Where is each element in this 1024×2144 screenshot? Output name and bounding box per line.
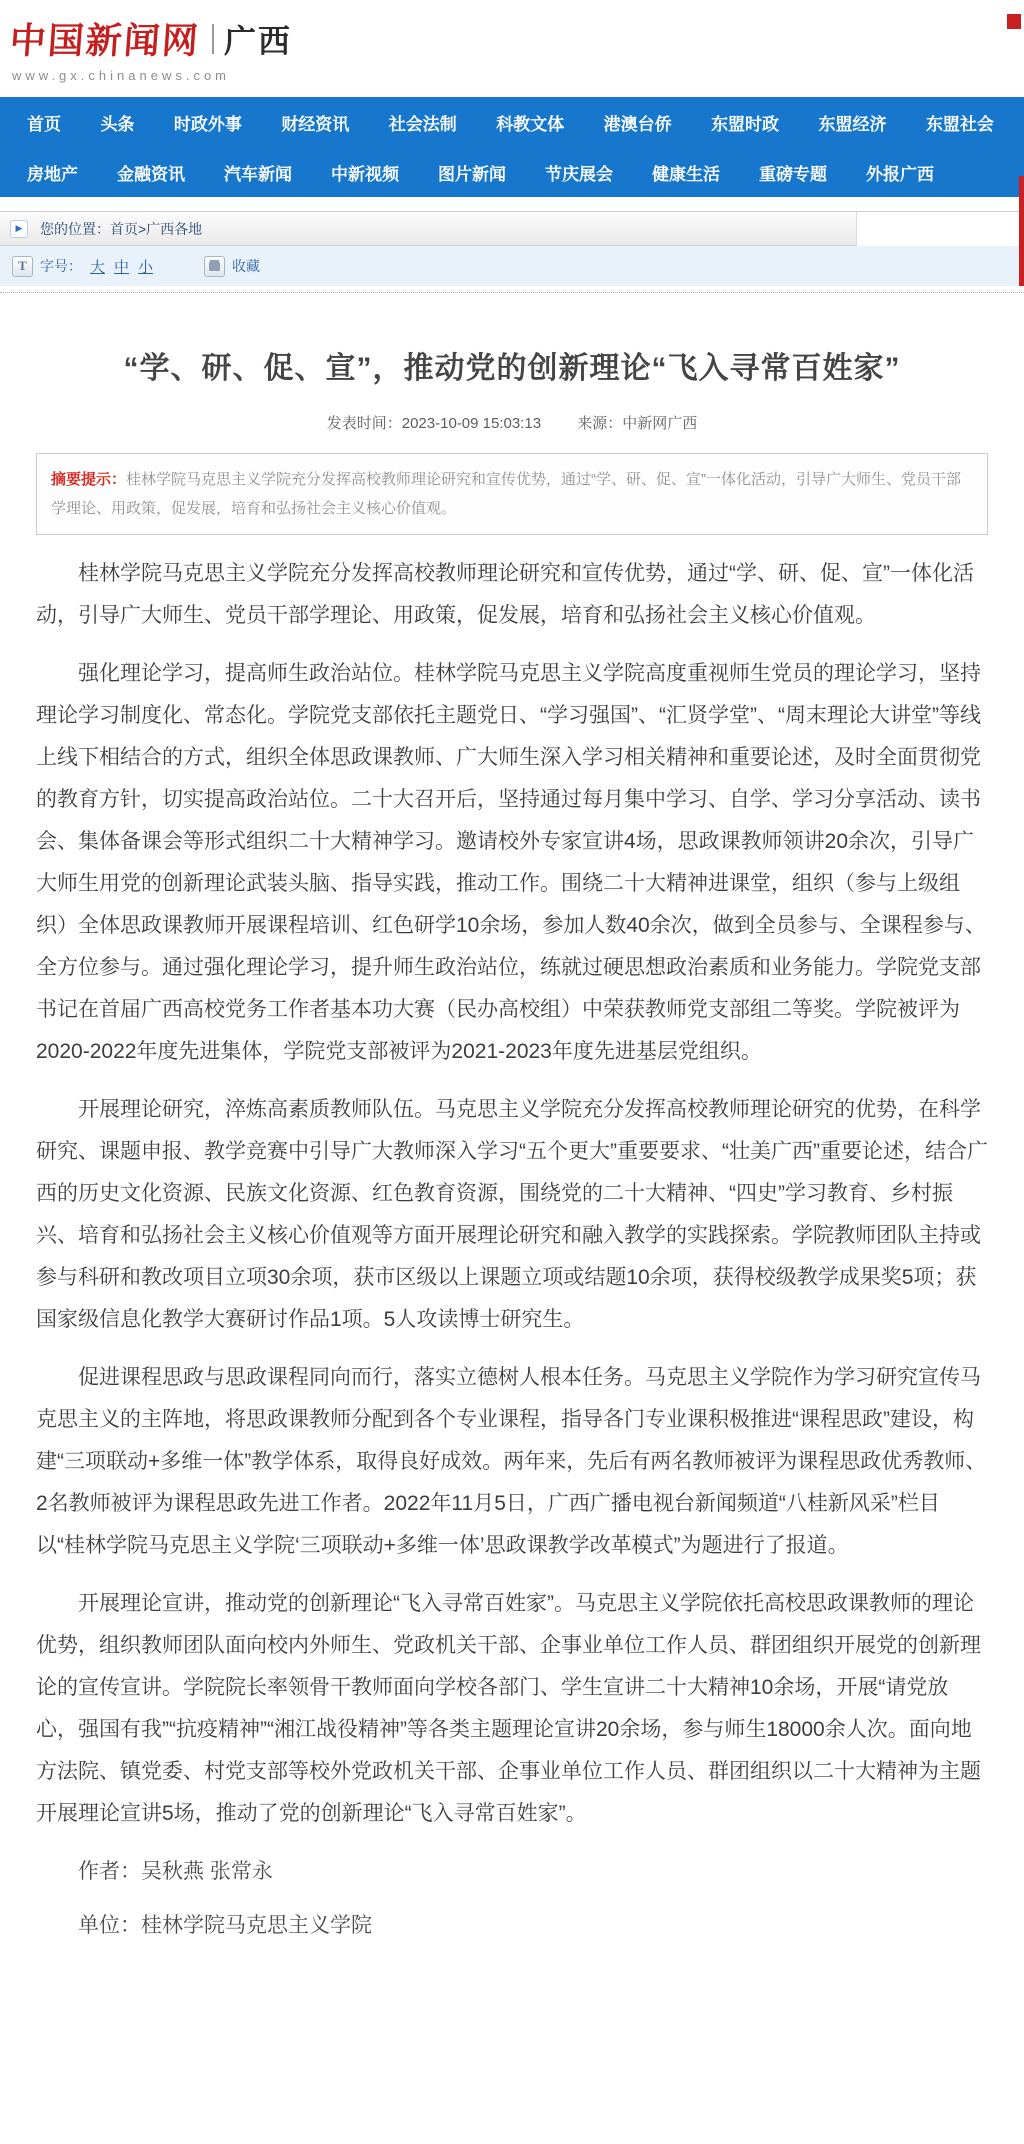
favorite-wrap (204, 256, 260, 277)
nav-item[interactable]: 东盟时政 (711, 114, 780, 134)
font-size-label: 字号： (40, 258, 82, 274)
breadcrumb-label: 您的位置： (40, 220, 110, 237)
nav-item[interactable]: 财经资讯 (281, 114, 350, 134)
author-line (36, 1851, 988, 1893)
nav-item[interactable]: 外报广西 (866, 164, 934, 184)
nav-row-2 (0, 147, 1024, 197)
font-medium-button[interactable]: 中 (114, 258, 130, 276)
nav-item[interactable]: 社会法制 (388, 114, 457, 134)
nav-item[interactable]: 港澳台侨 (603, 114, 672, 134)
nav-item[interactable]: 金融资讯 (117, 164, 185, 184)
publish-time-label: 发表时间： (326, 414, 402, 432)
nav-item[interactable]: 房地产 (27, 164, 78, 184)
unit-label: 单位： (78, 1914, 141, 1937)
font-size-icon: T (12, 256, 33, 277)
article-paragraph: 强化理论学习，提高师生政治站位。桂林学院马克思主义学院高度重视师生党员的理论学习，坚持理论学习制度化、常态化。学院党支部依托主题党日、“学习强国”、“汇贤学堂”、“周末理论大讲堂”等线上线下相结合的方式，组织全体思政课教师、广大师生深入学习相关精神和重要论述，及时全面贯彻党的教育方针，切实提高政治站位。二十大召开后，坚持通过每月集中学习、自学、学习分享活动、读书会、集体备课会等形式组织二十大精神学习。邀请校外专家宣讲4场，思政课教师领讲20余次，引导广大师生用党的创新理论武装头脑、指导实践，推动工作。围绕二十大精神进课堂，组织（参与上级组织）全体思政课教师开展课程培训、红色研学10余场，参加人数40余次，做到全员参与、全课程参与、全方位参与。通过强化理论学习，提升师生政治站位，练就过硬思想政治素质和业务能力。学院党支部书记在首届广西高校党务工作者基本功大赛（民办高校组）中荣获教师党支部组二等奖。学院被评为2020-2022年度先进集体，学院党支部被评为2021-2023年度先进基层党组织。 (36, 662, 986, 1063)
author-value: 吴秋燕 张常永 (141, 1860, 273, 1883)
nav-item[interactable]: 头条 (100, 114, 135, 134)
nav-item[interactable]: 健康生活 (652, 164, 720, 184)
author-label: 作者： (78, 1860, 141, 1883)
logo-divider (212, 24, 214, 54)
summary-text: 桂林学院马克思主义学院充分发挥高校教师理论研究和宣传优势，通过“学、研、促、宣”一体化活动，引导广大师生、党员干部学理论、用政策，促发展，培育和弘扬社会主义核心价值观。 (51, 470, 962, 517)
summary-label: 摘要提示： (51, 470, 127, 488)
article-paragraph: 开展理论研究，淬炼高素质教师队伍。马克思主义学院充分发挥高校教师理论研究的优势，在科学研究、课题申报、教学竞赛中引导广大教师深入学习“五个更大”重要要求、“壮美广西”重要论述，结合广西的历史文化资源、民族文化资源、红色教育资源，围绕党的二十大精神、“四史”学习教育、乡村振兴、培育和弘扬社会主义核心价值观等方面开展理论研究和融入教学的实践探索。学院教师团队主持或参与科研和教改项目立项30余项，获市区级以上课题立项或结题10余项，获得校级教学成果奖5项；获国家级信息化教学大赛研讨作品1项。5人攻读博士研究生。 (36, 1098, 988, 1331)
nav-row-1 (0, 97, 1024, 147)
unit-line (36, 1905, 988, 1947)
font-small-button[interactable]: 小 (138, 258, 154, 276)
nav-item[interactable]: 首页 (27, 114, 61, 134)
article-title: “学、研、促、宣”，推动党的创新理论“飞入寻常百姓家” (123, 352, 901, 385)
chinanews-logo[interactable]: 中国新闻网 (8, 20, 202, 61)
breadcrumb-path[interactable]: 首页>广西各地 (110, 220, 203, 237)
nav-item[interactable]: 节庆展会 (545, 164, 613, 184)
main-nav (0, 97, 1024, 197)
source-value: 中新网广西 (622, 414, 698, 432)
nav-item[interactable]: 时政外事 (173, 114, 242, 134)
logo-row (0, 0, 1024, 64)
article-body (36, 553, 988, 1835)
nav-item[interactable]: 重磅专题 (759, 164, 827, 184)
unit-value: 桂林学院马克思主义学院 (141, 1914, 372, 1937)
dotted-separator (0, 292, 1024, 293)
arrow-right-icon[interactable]: ▶ (10, 220, 28, 238)
article-meta (0, 412, 1024, 433)
site-header (0, 0, 1024, 97)
font-large-button[interactable]: 大 (90, 258, 106, 276)
nav-item[interactable]: 科教文体 (496, 114, 565, 134)
breadcrumb (0, 212, 857, 246)
edge-red-strip (1019, 176, 1024, 286)
font-toolbar (0, 246, 1024, 286)
logo-region-label: 广西 (224, 22, 293, 59)
article-paragraph: 开展理论宣讲，推动党的创新理论“飞入寻常百姓家”。马克思主义学院依托高校思政课教师的理论优势，组织教师团队面向校内外师生、党政机关干部、企事业单位工作人员、群团组织开展党的创新理论的宣传宣讲。学院院长率领骨干教师面向学校各部门、学生宣讲二十大精神10余场，开展“请党放心，强国有我”“抗疫精神”“湘江战役精神”等各类主题理论宣讲20余场，参与师生18000余人次。面向地方法院、镇党委、村党支部等校外党政机关干部、企事业单位工作人员、群团组织以二十大精神为主题开展理论宣讲5场，推动了党的创新理论“飞入寻常百姓家”。 (36, 1592, 981, 1825)
publish-time: 2023-10-09 15:03:13 (401, 414, 542, 432)
favorite-button[interactable]: 收藏 (232, 258, 261, 274)
article-paragraph: 桂林学院马克思主义学院充分发挥高校教师理论研究和宣传优势，通过“学、研、促、宣”一体化活动，引导广大师生、党员干部学理论、用政策，促发展，培育和弘扬社会主义核心价值观。 (36, 562, 974, 627)
corner-red-marker (1007, 14, 1021, 29)
article (0, 349, 1024, 1947)
source-label: 来源： (577, 414, 623, 432)
nav-item[interactable]: 东盟经济 (818, 114, 887, 134)
nav-item[interactable]: 中新视频 (331, 164, 399, 184)
site-url: www.gx.chinanews.com (12, 68, 230, 83)
article-paragraph: 促进课程思政与思政课程同向而行，落实立德树人根本任务。马克思主义学院作为学习研究宣传马克思主义的主阵地，将思政课教师分配到各个专业课程，指导各门专业课积极推进“课程思政”建设，构建“三项联动+多维一体”教学体系，取得良好成效。两年来，先后有两名教师被评为课程思政优秀教师、2名教师被评为课程思政先进工作者。2022年11月5日，广西广播电视台新闻频道“八桂新风采”栏目以“桂林学院马克思主义学院‘三项联动+多维一体’思政课教学改革模式”为题进行了报道。 (36, 1366, 987, 1557)
breadcrumb-wrap (0, 211, 1024, 246)
summary-box (36, 453, 988, 536)
nav-item[interactable]: 图片新闻 (438, 164, 506, 184)
nav-item[interactable]: 汽车新闻 (224, 164, 292, 184)
favorite-icon (204, 256, 225, 277)
nav-item[interactable]: 东盟社会 (925, 114, 994, 134)
